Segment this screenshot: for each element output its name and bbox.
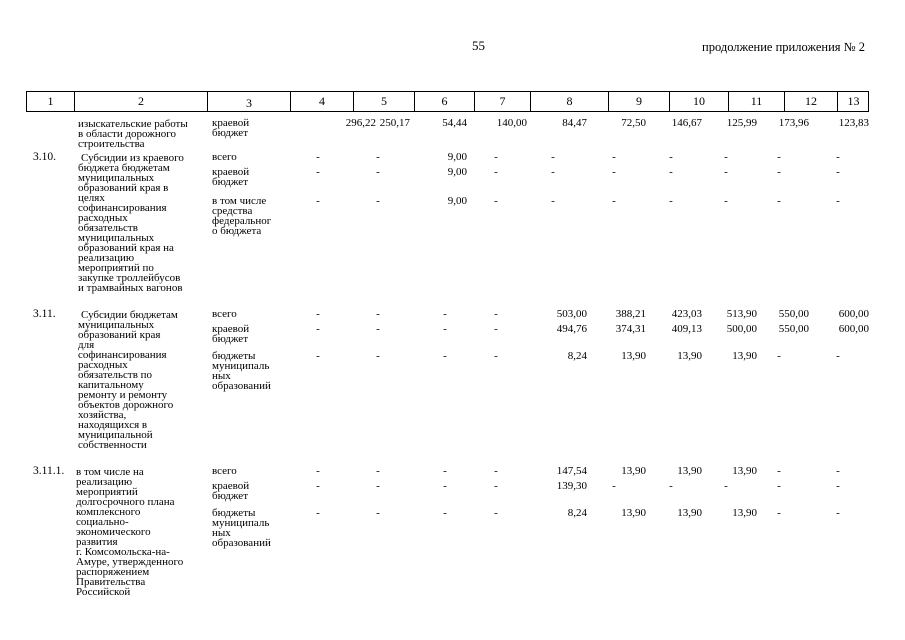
value-cell: 13,90 <box>677 350 702 362</box>
item-description-line: муниципальных <box>78 232 155 244</box>
funding-source: муниципаль <box>212 517 270 529</box>
item-description-line: расходных <box>78 359 128 371</box>
value-cell: 125,99 <box>726 117 757 129</box>
item-description-line: реализацию <box>76 476 133 488</box>
value-cell: - <box>669 195 673 207</box>
item-description-line: объектов дорожного <box>78 399 174 411</box>
item-description-line: экономического <box>76 526 151 538</box>
item-description-line: муниципальных <box>78 172 155 184</box>
value-cell: 13,90 <box>732 465 757 477</box>
value-cell: 550,00 <box>778 308 809 320</box>
value-cell: - <box>836 507 840 519</box>
item-description-line: реализацию <box>78 252 135 264</box>
item-description-line: целях <box>78 192 105 204</box>
item-description-line: в области дорожного <box>78 128 177 140</box>
value-cell: - <box>777 350 781 362</box>
value-cell: 388,21 <box>615 308 646 320</box>
value-cell: - <box>376 465 380 477</box>
value-cell: - <box>316 507 320 519</box>
item-description-line: капитальному <box>78 379 144 391</box>
value-cell: - <box>777 166 781 178</box>
value-cell: 513,90 <box>726 308 757 320</box>
item-description-line: Российской <box>76 586 131 598</box>
funding-source: ных <box>212 370 231 382</box>
value-cell: 147,54 <box>556 465 587 477</box>
funding-source: бюджет <box>212 127 248 139</box>
header-cell-5: 5 <box>354 92 415 111</box>
value-cell: - <box>443 308 447 320</box>
value-cell: - <box>551 195 555 207</box>
header-cell-4: 4 <box>291 92 354 111</box>
item-description-line: муниципальной <box>78 429 153 441</box>
value-cell: 13,90 <box>621 465 646 477</box>
header-cell-7: 7 <box>475 92 531 111</box>
value-cell: - <box>612 195 616 207</box>
value-cell: 13,90 <box>621 507 646 519</box>
value-cell: 500,00 <box>726 323 757 335</box>
value-cell: - <box>551 166 555 178</box>
value-cell: - <box>376 507 380 519</box>
value-cell: - <box>376 166 380 178</box>
value-cell: - <box>316 151 320 163</box>
value-cell: - <box>777 465 781 477</box>
value-cell: 8,24 <box>567 350 587 362</box>
value-cell: - <box>494 507 498 519</box>
row-number: 3.11. <box>33 308 56 320</box>
value-cell: - <box>443 323 447 335</box>
value-cell: - <box>836 465 840 477</box>
value-cell: - <box>724 166 728 178</box>
funding-source: бюджет <box>212 333 248 345</box>
value-cell: - <box>836 480 840 492</box>
value-cell: - <box>316 323 320 335</box>
value-cell: - <box>612 151 616 163</box>
value-cell: - <box>443 465 447 477</box>
value-cell: 13,90 <box>621 350 646 362</box>
item-description-line: мероприятий <box>76 486 138 498</box>
header-cell-3: 3 <box>208 92 291 111</box>
value-cell: - <box>669 166 673 178</box>
value-cell: - <box>494 195 498 207</box>
value-cell: 409,13 <box>671 323 702 335</box>
funding-source: средства <box>212 205 253 217</box>
value-cell: - <box>724 195 728 207</box>
value-cell: 146,67 <box>671 117 702 129</box>
funding-source: всего <box>212 308 237 320</box>
value-cell: 374,31 <box>615 323 646 335</box>
header-cell-11: 11 <box>729 92 785 111</box>
value-cell: - <box>836 151 840 163</box>
funding-source: ных <box>212 527 231 539</box>
value-cell: - <box>777 151 781 163</box>
value-cell: 139,30 <box>556 480 587 492</box>
item-description-line: распоряжением <box>76 566 150 578</box>
value-cell: 494,76 <box>556 323 587 335</box>
value-cell: 123,83 <box>838 117 869 129</box>
funding-source: краевой <box>212 480 250 492</box>
item-description-line: обязательств <box>78 222 138 234</box>
funding-source: в том числе <box>212 195 267 207</box>
value-cell: 423,03 <box>671 308 702 320</box>
funding-source: бюджеты <box>212 350 256 362</box>
value-cell: - <box>494 465 498 477</box>
value-cell: 13,90 <box>677 507 702 519</box>
funding-source: федеральног <box>212 215 272 227</box>
item-description-line: социально- <box>76 516 129 528</box>
item-description-line: ремонту и ремонту <box>78 389 168 401</box>
value-cell: - <box>494 350 498 362</box>
value-cell: 9,00 <box>447 166 467 178</box>
item-description-line: закупке троллейбусов <box>78 272 181 284</box>
value-cell: - <box>376 151 380 163</box>
value-cell: 550,00 <box>778 323 809 335</box>
value-cell: - <box>494 480 498 492</box>
item-description-line: Субсидии бюджетам <box>81 309 178 321</box>
item-description-line: бюджета бюджетам <box>78 162 170 174</box>
item-description-line: обязательств по <box>78 369 153 381</box>
header-cell-1: 1 <box>27 92 75 111</box>
value-cell: 54,44 <box>442 117 467 129</box>
value-cell: - <box>551 151 555 163</box>
value-cell: - <box>376 480 380 492</box>
item-description-line: в том числе на <box>76 466 144 478</box>
value-cell: - <box>669 480 673 492</box>
funding-source: бюджет <box>212 490 248 502</box>
table-header <box>26 91 869 112</box>
item-description-line: и трамвайных вагонов <box>78 282 183 294</box>
item-description-line: комплексного <box>76 506 141 518</box>
funding-source: бюджеты <box>212 507 256 519</box>
item-description-line: для <box>78 339 95 351</box>
value-cell: - <box>316 166 320 178</box>
funding-source: о бюджета <box>212 225 262 237</box>
value-cell: 250,17 <box>379 117 410 129</box>
value-cell: 13,90 <box>732 507 757 519</box>
value-cell: 503,00 <box>556 308 587 320</box>
value-cell: - <box>669 151 673 163</box>
item-description-line: мероприятий по <box>78 262 154 274</box>
item-description-line: долгосрочного плана <box>76 496 175 508</box>
value-cell: - <box>777 195 781 207</box>
value-cell: - <box>443 350 447 362</box>
funding-source: краевой <box>212 166 250 178</box>
item-description-line: Амуре, утвержденного <box>76 556 184 568</box>
value-cell: 296,22 <box>345 117 376 129</box>
value-cell: - <box>494 151 498 163</box>
header-cell-2: 2 <box>75 92 208 111</box>
item-description-line: образований края <box>78 329 161 341</box>
item-description-line: софинансирования <box>78 202 167 214</box>
item-description-line: развития <box>76 536 118 548</box>
value-cell: - <box>836 350 840 362</box>
header-cell-10: 10 <box>670 92 729 111</box>
value-cell: - <box>777 480 781 492</box>
value-cell: 8,24 <box>567 507 587 519</box>
row-number: 3.10. <box>33 151 56 163</box>
value-cell: - <box>376 195 380 207</box>
value-cell: - <box>612 166 616 178</box>
item-description-line: Субсидии из краевого <box>81 152 184 164</box>
item-description-line: строительства <box>78 138 145 150</box>
funding-source: образований <box>212 537 271 549</box>
value-cell: - <box>724 151 728 163</box>
funding-source: образований <box>212 380 271 392</box>
item-description-line: собственности <box>78 439 147 451</box>
item-description-line: г. Комсомольска-на- <box>76 546 170 558</box>
value-cell: - <box>443 480 447 492</box>
value-cell: - <box>376 308 380 320</box>
value-cell: 600,00 <box>838 323 869 335</box>
value-cell: - <box>836 166 840 178</box>
header-cell-6: 6 <box>415 92 475 111</box>
value-cell: 72,50 <box>621 117 646 129</box>
value-cell: 9,00 <box>447 151 467 163</box>
value-cell: - <box>724 480 728 492</box>
value-cell: 84,47 <box>562 117 587 129</box>
value-cell: - <box>316 465 320 477</box>
value-cell: 140,00 <box>496 117 527 129</box>
value-cell: - <box>316 350 320 362</box>
value-cell: 600,00 <box>838 308 869 320</box>
funding-source: всего <box>212 151 237 163</box>
header-cell-9: 9 <box>609 92 670 111</box>
value-cell: - <box>376 350 380 362</box>
funding-source: всего <box>212 465 237 477</box>
header-cell-8: 8 <box>531 92 609 111</box>
funding-source: муниципаль <box>212 360 270 372</box>
value-cell: 13,90 <box>677 465 702 477</box>
value-cell: 173,96 <box>778 117 809 129</box>
value-cell: - <box>494 308 498 320</box>
value-cell: - <box>836 195 840 207</box>
header-cell-12: 12 <box>785 92 838 111</box>
item-description-line: софинансирования <box>78 349 167 361</box>
value-cell: - <box>777 507 781 519</box>
value-cell: - <box>612 480 616 492</box>
page-number: 55 <box>472 38 485 53</box>
item-description-line: находящихся в <box>78 419 148 431</box>
value-cell: 9,00 <box>447 195 467 207</box>
funding-source: бюджет <box>212 176 248 188</box>
value-cell: - <box>316 480 320 492</box>
item-description-line: образований края на <box>78 242 174 254</box>
header-cell-13: 13 <box>847 94 860 108</box>
item-description-line: Правительства <box>76 576 146 588</box>
item-description-line: образований края в <box>78 182 169 194</box>
value-cell: - <box>494 166 498 178</box>
funding-source: краевой <box>212 323 250 335</box>
value-cell: - <box>443 507 447 519</box>
row-number: 3.11.1. <box>33 465 65 477</box>
item-description-line: хозяйства, <box>78 409 127 421</box>
value-cell: - <box>316 308 320 320</box>
value-cell: - <box>494 323 498 335</box>
value-cell: 13,90 <box>732 350 757 362</box>
funding-source: краевой <box>212 117 250 129</box>
value-cell: - <box>376 323 380 335</box>
continuation-note: продолжение приложения № 2 <box>702 40 865 54</box>
value-cell: - <box>316 195 320 207</box>
item-description-line: изыскательские работы <box>78 118 188 130</box>
item-description-line: муниципальных <box>78 319 155 331</box>
item-description-line: расходных <box>78 212 128 224</box>
